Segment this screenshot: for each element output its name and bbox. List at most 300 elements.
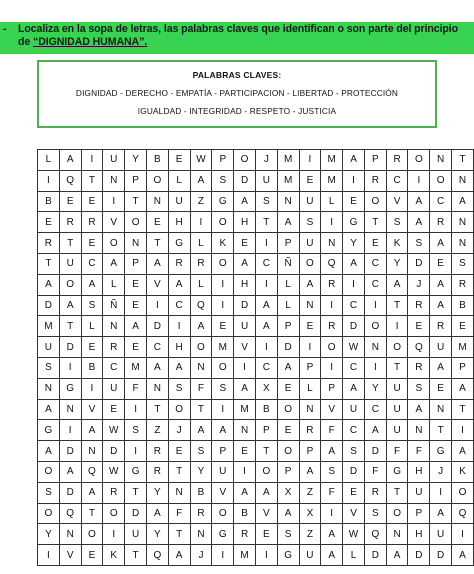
grid-cell[interactable]: P bbox=[125, 253, 147, 274]
grid-cell[interactable]: E bbox=[408, 316, 430, 337]
grid-cell[interactable]: D bbox=[146, 316, 168, 337]
grid-cell[interactable]: T bbox=[255, 212, 277, 233]
grid-cell[interactable]: A bbox=[190, 420, 212, 441]
grid-cell[interactable]: P bbox=[212, 150, 234, 171]
grid-cell[interactable]: Q bbox=[321, 253, 343, 274]
grid-cell[interactable]: E bbox=[81, 545, 103, 566]
grid-cell[interactable]: A bbox=[168, 357, 190, 378]
grid-cell[interactable]: H bbox=[408, 461, 430, 482]
grid-cell[interactable]: P bbox=[408, 503, 430, 524]
grid-cell[interactable]: E bbox=[234, 233, 256, 254]
grid-cell[interactable]: G bbox=[38, 420, 60, 441]
grid-cell[interactable]: X bbox=[277, 482, 299, 503]
grid-cell[interactable]: J bbox=[168, 420, 190, 441]
grid-cell[interactable]: R bbox=[190, 503, 212, 524]
grid-cell[interactable]: B bbox=[234, 503, 256, 524]
grid-cell[interactable]: I bbox=[343, 170, 365, 191]
grid-cell[interactable]: G bbox=[212, 191, 234, 212]
grid-cell[interactable]: D bbox=[277, 337, 299, 358]
grid-cell[interactable]: C bbox=[103, 357, 125, 378]
grid-cell[interactable]: N bbox=[452, 212, 474, 233]
grid-cell[interactable]: N bbox=[146, 191, 168, 212]
grid-cell[interactable]: A bbox=[212, 420, 234, 441]
grid-cell[interactable]: S bbox=[386, 212, 408, 233]
grid-cell[interactable]: A bbox=[103, 253, 125, 274]
grid-cell[interactable]: I bbox=[103, 191, 125, 212]
grid-cell[interactable]: E bbox=[234, 441, 256, 462]
grid-cell[interactable]: B bbox=[255, 399, 277, 420]
grid-cell[interactable]: O bbox=[408, 150, 430, 171]
grid-cell[interactable]: I bbox=[103, 524, 125, 545]
grid-cell[interactable]: T bbox=[255, 441, 277, 462]
grid-cell[interactable]: S bbox=[190, 441, 212, 462]
grid-cell[interactable]: V bbox=[81, 399, 103, 420]
grid-cell[interactable]: L bbox=[299, 378, 321, 399]
grid-cell[interactable]: E bbox=[452, 316, 474, 337]
grid-cell[interactable]: R bbox=[146, 441, 168, 462]
grid-cell[interactable]: Z bbox=[299, 482, 321, 503]
grid-cell[interactable]: Y bbox=[125, 150, 147, 171]
grid-cell[interactable]: I bbox=[408, 170, 430, 191]
grid-cell[interactable]: T bbox=[386, 357, 408, 378]
grid-cell[interactable]: O bbox=[59, 274, 81, 295]
grid-cell[interactable]: Q bbox=[81, 461, 103, 482]
grid-cell[interactable]: I bbox=[59, 420, 81, 441]
grid-cell[interactable]: P bbox=[452, 357, 474, 378]
grid-cell[interactable]: I bbox=[343, 274, 365, 295]
grid-cell[interactable]: M bbox=[38, 316, 60, 337]
grid-cell[interactable]: P bbox=[277, 461, 299, 482]
grid-cell[interactable]: R bbox=[103, 482, 125, 503]
grid-cell[interactable]: G bbox=[343, 212, 365, 233]
grid-cell[interactable]: L bbox=[168, 170, 190, 191]
grid-cell[interactable]: D bbox=[343, 316, 365, 337]
grid-cell[interactable]: A bbox=[234, 253, 256, 274]
grid-cell[interactable]: T bbox=[125, 482, 147, 503]
grid-cell[interactable]: K bbox=[452, 461, 474, 482]
grid-cell[interactable]: U bbox=[430, 337, 452, 358]
grid-cell[interactable]: I bbox=[38, 545, 60, 566]
grid-cell[interactable]: P bbox=[277, 316, 299, 337]
grid-cell[interactable]: A bbox=[255, 482, 277, 503]
grid-cell[interactable]: J bbox=[430, 461, 452, 482]
grid-cell[interactable]: G bbox=[125, 461, 147, 482]
grid-cell[interactable]: V bbox=[103, 212, 125, 233]
grid-cell[interactable]: V bbox=[59, 545, 81, 566]
grid-cell[interactable]: O bbox=[38, 461, 60, 482]
grid-cell[interactable]: D bbox=[103, 441, 125, 462]
grid-cell[interactable]: E bbox=[81, 337, 103, 358]
grid-cell[interactable]: I bbox=[190, 212, 212, 233]
grid-cell[interactable]: N bbox=[452, 170, 474, 191]
grid-cell[interactable]: I bbox=[321, 503, 343, 524]
grid-cell[interactable]: A bbox=[452, 545, 474, 566]
grid-cell[interactable]: E bbox=[38, 212, 60, 233]
grid-cell[interactable]: C bbox=[168, 295, 190, 316]
grid-cell[interactable]: E bbox=[168, 150, 190, 171]
grid-cell[interactable]: Y bbox=[146, 524, 168, 545]
grid-cell[interactable]: A bbox=[321, 545, 343, 566]
grid-cell[interactable]: S bbox=[277, 524, 299, 545]
grid-cell[interactable]: S bbox=[255, 191, 277, 212]
grid-cell[interactable]: S bbox=[168, 378, 190, 399]
grid-cell[interactable]: G bbox=[168, 233, 190, 254]
grid-cell[interactable]: I bbox=[321, 295, 343, 316]
grid-cell[interactable]: S bbox=[38, 357, 60, 378]
grid-cell[interactable]: K bbox=[386, 233, 408, 254]
grid-cell[interactable]: I bbox=[255, 233, 277, 254]
grid-cell[interactable]: I bbox=[212, 545, 234, 566]
grid-cell[interactable]: Y bbox=[190, 461, 212, 482]
grid-cell[interactable]: T bbox=[168, 524, 190, 545]
grid-cell[interactable]: P bbox=[255, 420, 277, 441]
grid-cell[interactable]: H bbox=[168, 212, 190, 233]
grid-cell[interactable]: T bbox=[364, 212, 386, 233]
grid-cell[interactable]: A bbox=[234, 378, 256, 399]
grid-cell[interactable]: N bbox=[452, 233, 474, 254]
grid-cell[interactable]: U bbox=[299, 545, 321, 566]
grid-cell[interactable]: A bbox=[125, 316, 147, 337]
grid-cell[interactable]: D bbox=[125, 503, 147, 524]
grid-cell[interactable]: W bbox=[343, 337, 365, 358]
grid-cell[interactable]: R bbox=[59, 212, 81, 233]
grid-cell[interactable]: R bbox=[408, 295, 430, 316]
grid-cell[interactable]: U bbox=[430, 524, 452, 545]
grid-cell[interactable]: A bbox=[38, 441, 60, 462]
grid-cell[interactable]: O bbox=[125, 212, 147, 233]
grid-cell[interactable]: V bbox=[234, 337, 256, 358]
grid-cell[interactable]: C bbox=[364, 399, 386, 420]
grid-cell[interactable]: A bbox=[452, 191, 474, 212]
grid-cell[interactable]: M bbox=[277, 150, 299, 171]
grid-cell[interactable]: A bbox=[190, 170, 212, 191]
grid-cell[interactable]: I bbox=[452, 524, 474, 545]
grid-cell[interactable]: P bbox=[364, 150, 386, 171]
grid-cell[interactable]: X bbox=[255, 378, 277, 399]
grid-cell[interactable]: D bbox=[408, 253, 430, 274]
grid-cell[interactable]: A bbox=[255, 316, 277, 337]
grid-cell[interactable]: R bbox=[386, 150, 408, 171]
grid-cell[interactable]: P bbox=[299, 357, 321, 378]
grid-cell[interactable]: R bbox=[299, 420, 321, 441]
grid-cell[interactable]: M bbox=[321, 150, 343, 171]
grid-cell[interactable]: N bbox=[430, 150, 452, 171]
grid-cell[interactable]: R bbox=[321, 274, 343, 295]
grid-cell[interactable]: Y bbox=[38, 524, 60, 545]
grid-cell[interactable]: N bbox=[103, 316, 125, 337]
grid-cell[interactable]: I bbox=[212, 295, 234, 316]
grid-cell[interactable]: S bbox=[38, 482, 60, 503]
grid-cell[interactable]: I bbox=[168, 316, 190, 337]
grid-cell[interactable]: Y bbox=[343, 233, 365, 254]
grid-cell[interactable]: A bbox=[430, 295, 452, 316]
grid-cell[interactable]: I bbox=[364, 357, 386, 378]
grid-cell[interactable]: T bbox=[125, 191, 147, 212]
grid-cell[interactable]: A bbox=[59, 461, 81, 482]
grid-cell[interactable]: E bbox=[277, 420, 299, 441]
grid-cell[interactable]: Ñ bbox=[103, 295, 125, 316]
grid-cell[interactable]: A bbox=[59, 150, 81, 171]
grid-cell[interactable]: C bbox=[343, 357, 365, 378]
grid-cell[interactable]: U bbox=[234, 316, 256, 337]
grid-cell[interactable]: I bbox=[452, 420, 474, 441]
grid-cell[interactable]: J bbox=[255, 150, 277, 171]
grid-cell[interactable]: T bbox=[59, 316, 81, 337]
grid-cell[interactable]: R bbox=[190, 253, 212, 274]
grid-cell[interactable]: F bbox=[386, 441, 408, 462]
grid-cell[interactable]: A bbox=[59, 295, 81, 316]
grid-cell[interactable]: I bbox=[255, 274, 277, 295]
grid-cell[interactable]: S bbox=[408, 233, 430, 254]
grid-cell[interactable]: D bbox=[408, 545, 430, 566]
grid-cell[interactable]: A bbox=[81, 482, 103, 503]
grid-cell[interactable]: O bbox=[452, 482, 474, 503]
grid-cell[interactable]: O bbox=[277, 399, 299, 420]
grid-cell[interactable]: D bbox=[364, 545, 386, 566]
grid-cell[interactable]: E bbox=[299, 316, 321, 337]
grid-cell[interactable]: F bbox=[190, 378, 212, 399]
grid-cell[interactable]: N bbox=[386, 524, 408, 545]
grid-cell[interactable]: T bbox=[430, 420, 452, 441]
grid-cell[interactable]: Z bbox=[190, 191, 212, 212]
grid-cell[interactable]: R bbox=[234, 524, 256, 545]
grid-cell[interactable]: I bbox=[386, 316, 408, 337]
grid-cell[interactable]: O bbox=[430, 170, 452, 191]
grid-cell[interactable]: N bbox=[234, 420, 256, 441]
grid-cell[interactable]: I bbox=[430, 482, 452, 503]
grid-cell[interactable]: Z bbox=[146, 420, 168, 441]
grid-cell[interactable]: R bbox=[103, 337, 125, 358]
grid-cell[interactable]: N bbox=[321, 233, 343, 254]
grid-cell[interactable]: N bbox=[277, 191, 299, 212]
grid-cell[interactable]: O bbox=[386, 337, 408, 358]
grid-cell[interactable]: Y bbox=[364, 378, 386, 399]
grid-cell[interactable]: A bbox=[452, 441, 474, 462]
grid-cell[interactable]: E bbox=[277, 378, 299, 399]
grid-cell[interactable]: I bbox=[255, 337, 277, 358]
grid-cell[interactable]: A bbox=[277, 357, 299, 378]
grid-cell[interactable]: I bbox=[321, 357, 343, 378]
grid-cell[interactable]: D bbox=[234, 295, 256, 316]
grid-cell[interactable]: A bbox=[81, 274, 103, 295]
grid-cell[interactable]: L bbox=[343, 545, 365, 566]
grid-cell[interactable]: V bbox=[146, 274, 168, 295]
grid-cell[interactable]: V bbox=[321, 399, 343, 420]
grid-cell[interactable]: K bbox=[212, 233, 234, 254]
grid-cell[interactable]: R bbox=[452, 274, 474, 295]
grid-cell[interactable]: S bbox=[452, 253, 474, 274]
grid-cell[interactable]: D bbox=[59, 337, 81, 358]
grid-cell[interactable]: I bbox=[234, 461, 256, 482]
grid-cell[interactable]: A bbox=[146, 357, 168, 378]
grid-cell[interactable]: O bbox=[212, 357, 234, 378]
grid-cell[interactable]: C bbox=[81, 253, 103, 274]
grid-cell[interactable]: T bbox=[125, 545, 147, 566]
grid-cell[interactable]: G bbox=[386, 461, 408, 482]
grid-cell[interactable]: I bbox=[81, 378, 103, 399]
grid-cell[interactable]: N bbox=[168, 482, 190, 503]
grid-cell[interactable]: U bbox=[168, 191, 190, 212]
grid-cell[interactable]: G bbox=[277, 545, 299, 566]
grid-cell[interactable]: W bbox=[103, 420, 125, 441]
grid-cell[interactable]: A bbox=[146, 253, 168, 274]
grid-cell[interactable]: E bbox=[364, 233, 386, 254]
grid-cell[interactable]: S bbox=[81, 295, 103, 316]
grid-cell[interactable]: R bbox=[146, 461, 168, 482]
grid-cell[interactable]: R bbox=[168, 253, 190, 274]
grid-cell[interactable]: E bbox=[125, 274, 147, 295]
grid-cell[interactable]: R bbox=[430, 212, 452, 233]
grid-cell[interactable]: O bbox=[364, 191, 386, 212]
grid-cell[interactable]: I bbox=[125, 441, 147, 462]
grid-cell[interactable]: A bbox=[343, 150, 365, 171]
grid-cell[interactable]: B bbox=[81, 357, 103, 378]
grid-cell[interactable]: U bbox=[255, 170, 277, 191]
grid-cell[interactable]: Q bbox=[364, 524, 386, 545]
grid-cell[interactable]: E bbox=[146, 212, 168, 233]
grid-cell[interactable]: B bbox=[452, 295, 474, 316]
grid-cell[interactable]: T bbox=[190, 399, 212, 420]
grid-cell[interactable]: P bbox=[277, 233, 299, 254]
grid-cell[interactable]: A bbox=[168, 545, 190, 566]
grid-cell[interactable]: L bbox=[277, 295, 299, 316]
grid-cell[interactable]: F bbox=[125, 378, 147, 399]
grid-cell[interactable]: T bbox=[81, 503, 103, 524]
grid-cell[interactable]: D bbox=[59, 441, 81, 462]
grid-cell[interactable]: N bbox=[299, 295, 321, 316]
grid-cell[interactable]: G bbox=[430, 441, 452, 462]
grid-cell[interactable]: Q bbox=[190, 295, 212, 316]
grid-cell[interactable]: C bbox=[255, 357, 277, 378]
grid-cell[interactable]: Q bbox=[452, 503, 474, 524]
grid-cell[interactable]: A bbox=[430, 233, 452, 254]
grid-cell[interactable]: B bbox=[38, 191, 60, 212]
grid-cell[interactable]: A bbox=[234, 191, 256, 212]
grid-cell[interactable]: E bbox=[125, 295, 147, 316]
grid-cell[interactable]: D bbox=[343, 461, 365, 482]
grid-cell[interactable]: D bbox=[234, 170, 256, 191]
grid-cell[interactable]: A bbox=[430, 357, 452, 378]
grid-cell[interactable]: O bbox=[277, 441, 299, 462]
grid-cell[interactable]: S bbox=[212, 170, 234, 191]
grid-cell[interactable]: R bbox=[81, 212, 103, 233]
grid-cell[interactable]: Q bbox=[146, 545, 168, 566]
grid-cell[interactable]: I bbox=[234, 357, 256, 378]
grid-cell[interactable]: N bbox=[364, 337, 386, 358]
grid-cell[interactable]: O bbox=[146, 170, 168, 191]
grid-cell[interactable]: G bbox=[59, 378, 81, 399]
grid-cell[interactable]: T bbox=[386, 482, 408, 503]
grid-cell[interactable]: M bbox=[321, 170, 343, 191]
grid-cell[interactable]: E bbox=[343, 482, 365, 503]
grid-cell[interactable]: A bbox=[408, 191, 430, 212]
grid-cell[interactable]: U bbox=[386, 420, 408, 441]
grid-cell[interactable]: D bbox=[59, 482, 81, 503]
grid-cell[interactable]: P bbox=[212, 441, 234, 462]
grid-cell[interactable]: S bbox=[125, 420, 147, 441]
grid-cell[interactable]: U bbox=[299, 191, 321, 212]
grid-cell[interactable]: T bbox=[38, 253, 60, 274]
grid-cell[interactable]: V bbox=[255, 503, 277, 524]
grid-cell[interactable]: R bbox=[38, 233, 60, 254]
grid-cell[interactable]: M bbox=[125, 357, 147, 378]
grid-cell[interactable]: O bbox=[212, 212, 234, 233]
grid-cell[interactable]: A bbox=[408, 212, 430, 233]
grid-cell[interactable]: A bbox=[321, 524, 343, 545]
grid-cell[interactable]: D bbox=[364, 441, 386, 462]
grid-cell[interactable]: T bbox=[168, 461, 190, 482]
grid-cell[interactable]: U bbox=[212, 461, 234, 482]
grid-cell[interactable]: T bbox=[452, 399, 474, 420]
grid-cell[interactable]: H bbox=[234, 274, 256, 295]
grid-cell[interactable]: I bbox=[59, 357, 81, 378]
grid-cell[interactable]: I bbox=[255, 545, 277, 566]
grid-cell[interactable]: Q bbox=[59, 170, 81, 191]
grid-cell[interactable]: M bbox=[234, 399, 256, 420]
grid-cell[interactable]: D bbox=[430, 545, 452, 566]
grid-cell[interactable]: A bbox=[277, 212, 299, 233]
grid-cell[interactable]: N bbox=[59, 524, 81, 545]
grid-cell[interactable]: L bbox=[277, 274, 299, 295]
grid-cell[interactable]: H bbox=[408, 524, 430, 545]
grid-cell[interactable]: U bbox=[125, 524, 147, 545]
grid-cell[interactable]: A bbox=[277, 503, 299, 524]
grid-cell[interactable]: R bbox=[364, 170, 386, 191]
grid-cell[interactable]: Y bbox=[146, 482, 168, 503]
grid-cell[interactable]: A bbox=[168, 274, 190, 295]
grid-cell[interactable]: F bbox=[321, 482, 343, 503]
grid-cell[interactable]: S bbox=[212, 378, 234, 399]
grid-cell[interactable]: I bbox=[364, 295, 386, 316]
grid-cell[interactable]: P bbox=[299, 441, 321, 462]
grid-cell[interactable]: H bbox=[168, 337, 190, 358]
grid-cell[interactable]: K bbox=[103, 545, 125, 566]
grid-cell[interactable]: N bbox=[408, 420, 430, 441]
grid-cell[interactable]: A bbox=[386, 545, 408, 566]
grid-cell[interactable]: U bbox=[103, 150, 125, 171]
grid-cell[interactable]: I bbox=[81, 150, 103, 171]
grid-cell[interactable]: N bbox=[125, 233, 147, 254]
grid-cell[interactable]: C bbox=[255, 253, 277, 274]
grid-cell[interactable]: U bbox=[386, 399, 408, 420]
grid-cell[interactable]: L bbox=[190, 274, 212, 295]
grid-cell[interactable]: S bbox=[321, 461, 343, 482]
grid-cell[interactable]: A bbox=[408, 399, 430, 420]
grid-cell[interactable]: A bbox=[190, 316, 212, 337]
grid-cell[interactable]: U bbox=[343, 399, 365, 420]
grid-cell[interactable]: F bbox=[364, 461, 386, 482]
grid-cell[interactable]: P bbox=[321, 378, 343, 399]
grid-cell[interactable]: O bbox=[103, 233, 125, 254]
grid-cell[interactable]: N bbox=[103, 170, 125, 191]
grid-cell[interactable]: O bbox=[364, 316, 386, 337]
grid-cell[interactable]: S bbox=[364, 503, 386, 524]
grid-cell[interactable]: L bbox=[190, 233, 212, 254]
grid-cell[interactable]: A bbox=[146, 503, 168, 524]
grid-cell[interactable]: N bbox=[190, 524, 212, 545]
grid-cell[interactable]: A bbox=[430, 503, 452, 524]
grid-cell[interactable]: F bbox=[168, 503, 190, 524]
grid-cell[interactable]: A bbox=[343, 378, 365, 399]
grid-cell[interactable]: C bbox=[386, 170, 408, 191]
grid-cell[interactable]: A bbox=[299, 461, 321, 482]
grid-cell[interactable]: Y bbox=[386, 253, 408, 274]
grid-cell[interactable]: U bbox=[299, 233, 321, 254]
grid-cell[interactable]: B bbox=[146, 150, 168, 171]
grid-cell[interactable]: E bbox=[255, 524, 277, 545]
grid-cell[interactable]: D bbox=[38, 295, 60, 316]
grid-cell[interactable]: W bbox=[190, 150, 212, 171]
